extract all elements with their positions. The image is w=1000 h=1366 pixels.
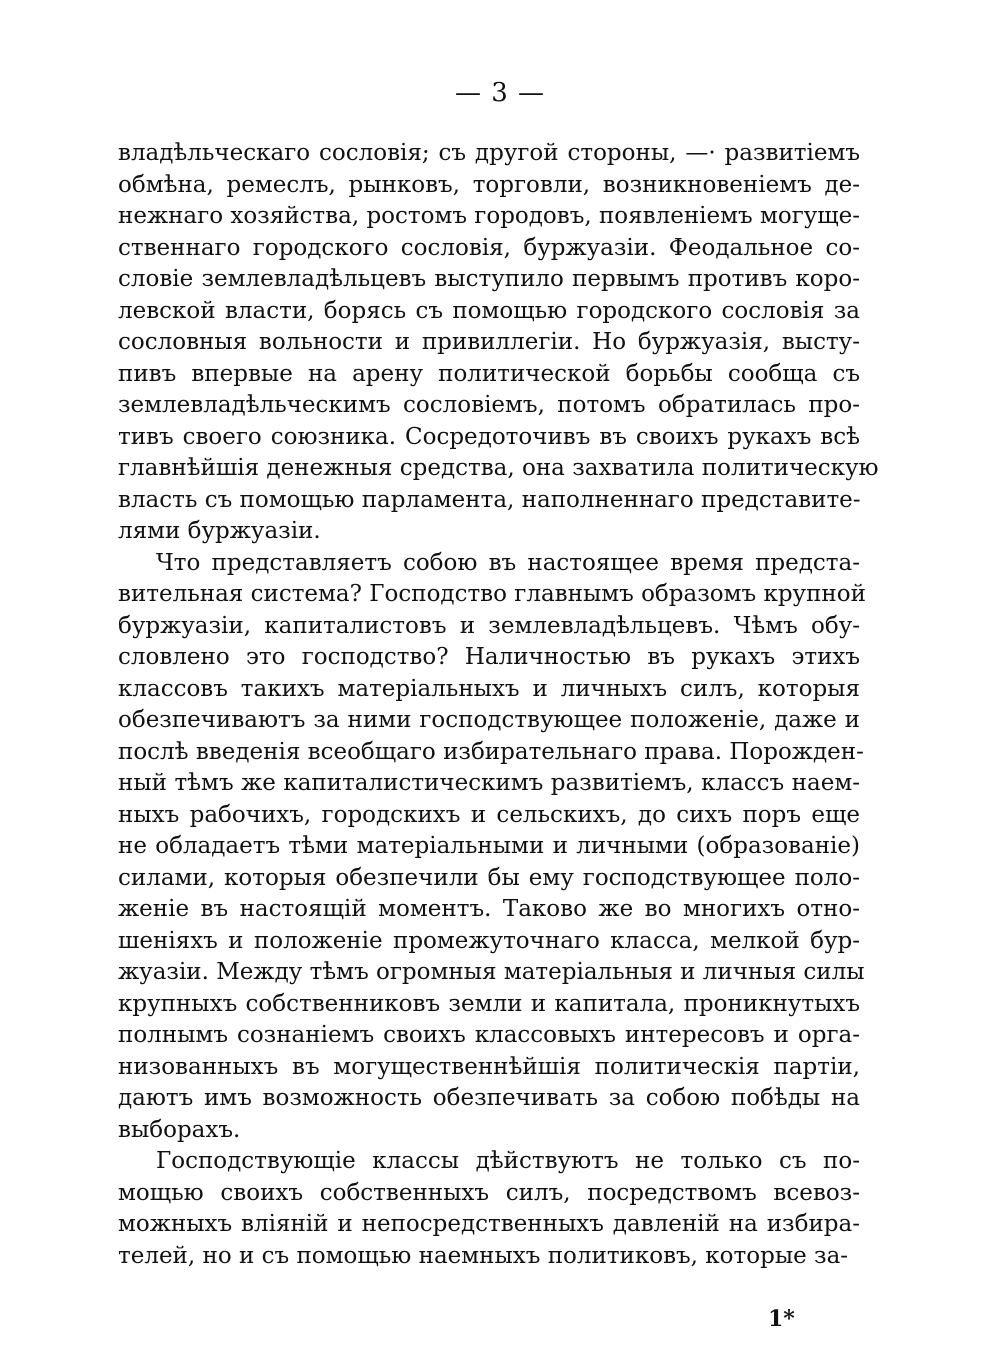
text-line: владѣльческаго сословія; съ другой стороны, —· развитіемъ xyxy=(118,140,860,166)
paragraph-2 xyxy=(118,548,866,1147)
text-line: ныхъ рабочихъ, городскихъ и сельскихъ, до сихъ поръ еще xyxy=(118,801,860,828)
text-line: крупныхъ собственниковъ земли и капитала, проникнутыхъ xyxy=(118,990,860,1017)
text-line: вительная система? Господство главнымъ образомъ крупной xyxy=(118,581,866,607)
text-line: полнымъ сознаніемъ своихъ классовыхъ интересовъ и орга- xyxy=(118,1022,860,1048)
text-line: можныхъ вліяній и непосредственныхъ давленій на избира- xyxy=(118,1211,860,1237)
paragraph-3 xyxy=(118,1146,860,1272)
text-line: лями буржуазіи. xyxy=(118,518,321,544)
text-line: низованныхъ въ могущественнѣйшія политическія партіи, xyxy=(118,1053,860,1080)
text-line: обмѣна, ремеслъ, рынковъ, торговли, возникновеніемъ де- xyxy=(118,171,860,198)
text-line: пивъ впервые на арену политической борьбы сообща съ xyxy=(118,360,860,387)
text-line: буржуазіи, капиталистовъ и землевладѣльцевъ. Чѣмъ обу- xyxy=(118,612,860,639)
text-line: даютъ имъ возможность обезпечивать за собою побѣды на xyxy=(118,1085,860,1111)
page-number: — 3 — xyxy=(454,78,546,108)
text-line: землевладѣльческимъ сословіемъ, потомъ обратилась про- xyxy=(118,392,860,418)
text-line: власть съ помощью парламента, наполненнаго представите- xyxy=(118,486,861,513)
text-line: послѣ введенія всеобщаго избирательнаго права. Порожден- xyxy=(118,738,864,765)
text-line: классовъ такихъ матеріальныхъ и личныхъ силъ, которыя xyxy=(118,675,860,702)
text-line: нежнаго хозяйства, ростомъ городовъ, появленіемъ могуще- xyxy=(118,203,861,229)
text-line: левской власти, борясь съ помощью городского сословія за xyxy=(118,297,860,324)
text-line: словлено это господство? Наличностью въ рукахъ этихъ xyxy=(118,644,860,670)
text-line: главнѣйшія денежныя средства, она захватила политическую xyxy=(118,455,879,481)
text-line: мощью своихъ собственныхъ силъ, посредствомъ всевоз- xyxy=(118,1179,860,1206)
text-line: ственнаго городского сословія, буржуазіи. Феодальное со- xyxy=(118,234,860,261)
text-line: не обладаетъ тѣми матеріальными и личными (образованіе) xyxy=(118,833,860,859)
paragraph-1 xyxy=(118,138,879,548)
text-line: выборахъ. xyxy=(118,1116,241,1143)
text-line: телей, но и съ помощью наемныхъ политиковъ, которые за- xyxy=(118,1242,849,1269)
text-line: Что представляетъ собою въ настоящее время предста- xyxy=(156,549,860,576)
signature-mark: 1* xyxy=(768,1306,795,1332)
text-line: женіе въ настоящій моментъ. Таково же во многихъ отно- xyxy=(118,896,860,922)
text-line: тивъ своего союзника. Сосредоточивъ въ своихъ рукахъ всѣ xyxy=(118,423,860,450)
text-line: ный тѣмъ же капиталистическимъ развитіемъ, классъ наем- xyxy=(118,770,860,796)
body-text xyxy=(118,138,879,1272)
text-line: сословныя вольности и привиллегіи. Но буржуазія, высту- xyxy=(118,329,860,355)
text-line: жуазіи. Между тѣмъ огромныя матеріальныя и личныя силы xyxy=(118,959,865,985)
text-line: Господствующіе классы дѣйствуютъ не только съ по- xyxy=(156,1148,860,1174)
text-line: шеніяхъ и положеніе промежуточнаго класса, мелкой бур- xyxy=(118,927,860,954)
text-line: словіе землевладѣльцевъ выступило первымъ противъ коро- xyxy=(118,266,860,292)
text-line: обезпечиваютъ за ними господствующее положеніе, даже и xyxy=(118,707,860,733)
text-line: силами, которыя обезпечили бы ему господствующее поло- xyxy=(118,864,860,891)
